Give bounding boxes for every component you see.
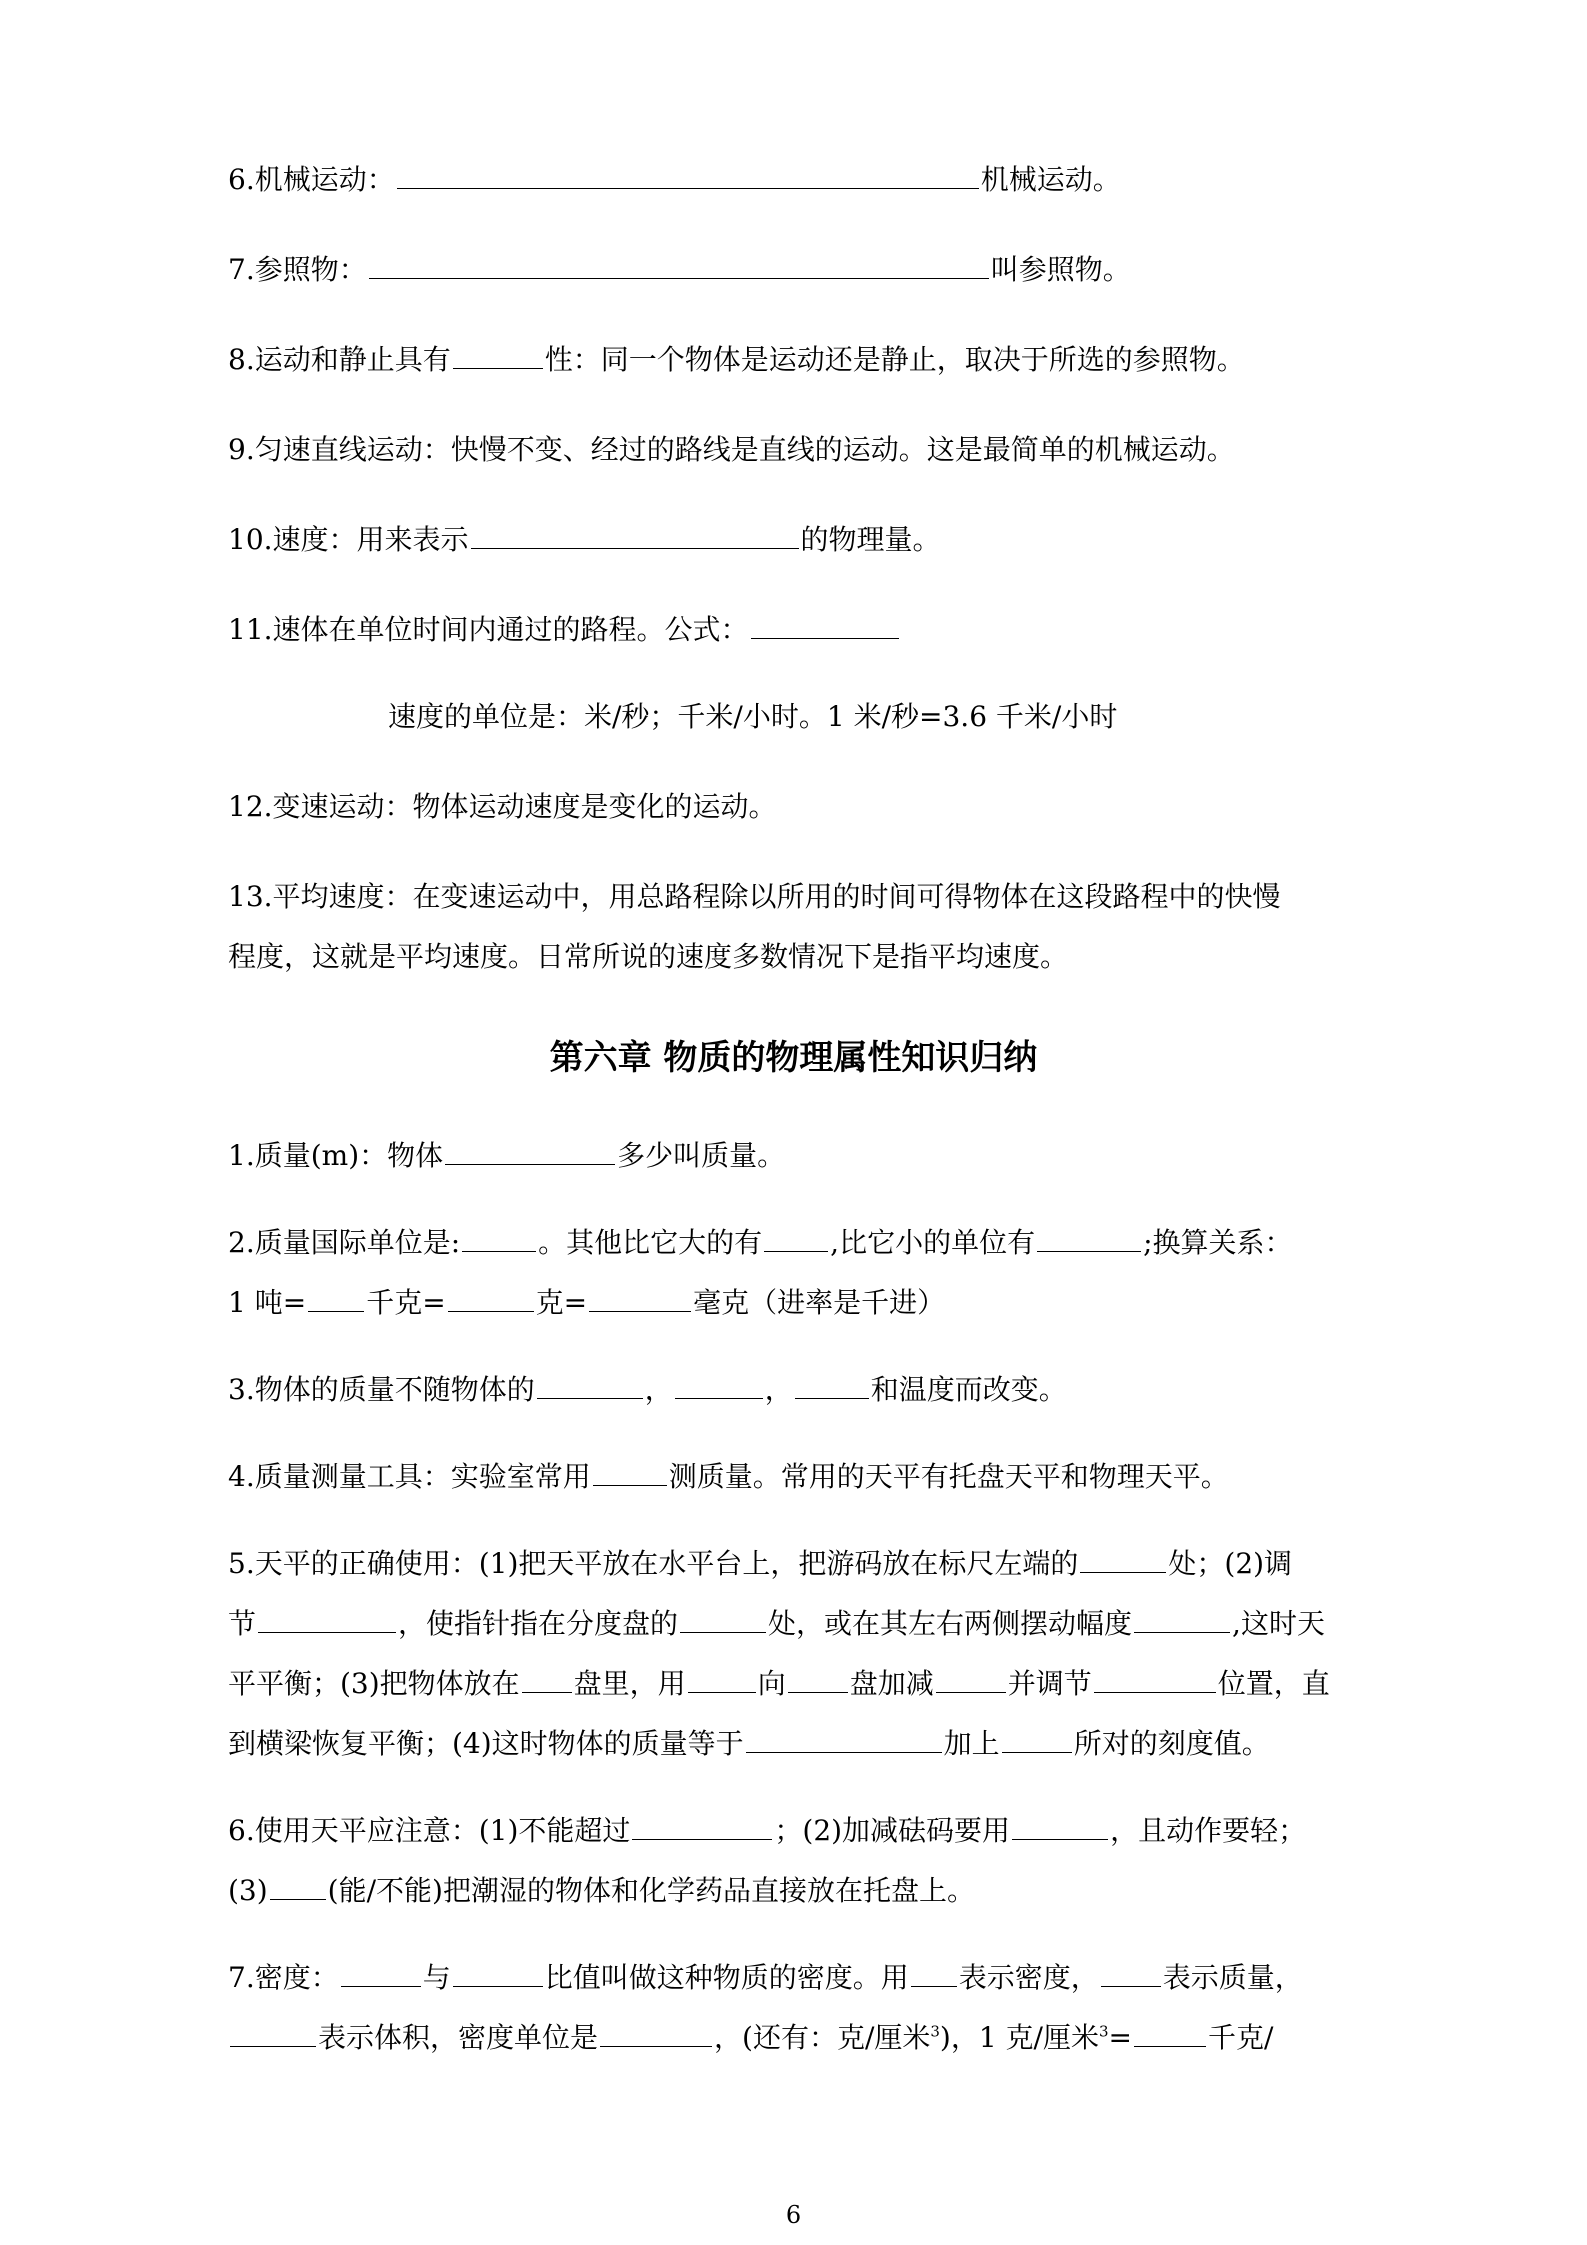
item-8: 8.运动和静止具有 性：同一个物体是运动还是静止，取决于所选的参照物。 bbox=[228, 343, 1245, 376]
blank[interactable] bbox=[1134, 1606, 1230, 1633]
ch6-item-4: 4.质量测量工具：实验室常用 测质量。常用的天平有托盘天平和物理天平。 bbox=[228, 1460, 1229, 1493]
item-13-line1: 13.平均速度：在变速运动中，用总路程除以所用的时间可得物体在这段路程中的快慢 bbox=[228, 880, 1281, 913]
ch6-item-7-line2: 表示体积，密度单位是 ，(还有：克/厘米$^3$)，1 克/厘米$^3$= 千克/ bbox=[228, 2018, 1273, 2058]
blank[interactable] bbox=[632, 1813, 772, 1840]
ch6-item-1: 1.质量(m)：物体 多少叫质量。 bbox=[228, 1139, 786, 1172]
ch6-item-5-line1: 5.天平的正确使用：(1)把天平放在水平台上，把游码放在标尺左端的 处；(2)调 bbox=[228, 1547, 1293, 1580]
blank[interactable] bbox=[397, 162, 979, 189]
ch6-item-5-line3: 平平衡；(3)把物体放在 盘里，用 向 盘加减 并调节 位置，直 bbox=[228, 1667, 1330, 1700]
item-7: 7.参照物： 叫参照物。 bbox=[228, 253, 1131, 286]
blank[interactable] bbox=[795, 1372, 869, 1399]
item-6: 6.机械运动： 机械运动。 bbox=[228, 163, 1121, 196]
item-13-line2: 程度，这就是平均速度。日常所说的速度多数情况下是指平均速度。 bbox=[228, 940, 1069, 973]
blank[interactable] bbox=[522, 1666, 572, 1693]
blank[interactable] bbox=[911, 1960, 957, 1987]
blank[interactable] bbox=[537, 1372, 643, 1399]
blank[interactable] bbox=[453, 1960, 543, 1987]
blank[interactable] bbox=[471, 522, 799, 549]
blank[interactable] bbox=[270, 1873, 326, 1900]
blank[interactable] bbox=[1101, 1960, 1161, 1987]
item-11: 11.速体在单位时间内通过的路程。公式： bbox=[228, 610, 901, 650]
blank[interactable] bbox=[308, 1285, 364, 1312]
blank[interactable] bbox=[680, 1606, 766, 1633]
blank[interactable] bbox=[445, 1138, 615, 1165]
chapter-title: 第六章 物质的物理属性知识归纳 bbox=[549, 1038, 1038, 1078]
blank[interactable] bbox=[936, 1666, 1006, 1693]
blank[interactable] bbox=[448, 1285, 534, 1312]
blank[interactable] bbox=[1037, 1225, 1141, 1252]
item-12: 12.变速运动：物体运动速度是变化的运动。 bbox=[228, 790, 777, 823]
blank[interactable] bbox=[593, 1459, 667, 1486]
ch6-item-2-line2: 1 吨= 千克= 克= 毫克（进率是千进） bbox=[228, 1286, 946, 1319]
ch6-item-3: 3.物体的质量不随物体的 ， ， 和温度而改变。 bbox=[228, 1373, 1067, 1406]
blank[interactable] bbox=[230, 2020, 316, 2047]
ch6-item-2-line1: 2.质量国际单位是: 。其他比它大的有 ,比它小的单位有 ;换算关系： bbox=[228, 1226, 1293, 1259]
item-9: 9.匀速直线运动：快慢不变、经过的路线是直线的运动。这是最简单的机械运动。 bbox=[228, 433, 1235, 466]
ch6-item-6-line1: 6.使用天平应注意：(1)不能超过 ；(2)加减砝码要用 ，且动作要轻； bbox=[228, 1814, 1307, 1847]
ch6-item-6-line2: (3) (能/不能)把潮湿的物体和化学药品直接放在托盘上。 bbox=[228, 1874, 975, 1907]
blank[interactable] bbox=[453, 342, 543, 369]
blank[interactable] bbox=[1134, 2020, 1206, 2047]
blank[interactable] bbox=[1012, 1813, 1108, 1840]
blank[interactable] bbox=[589, 1285, 691, 1312]
blank[interactable] bbox=[462, 1225, 536, 1252]
blank[interactable] bbox=[1094, 1666, 1216, 1693]
blank[interactable] bbox=[1002, 1726, 1072, 1753]
blank[interactable] bbox=[788, 1666, 848, 1693]
blank[interactable] bbox=[751, 612, 899, 639]
item-11-units: 速度的单位是：米/秒；千米/小时。1 米/秒=3.6 千米/小时 bbox=[388, 700, 1118, 733]
blank[interactable] bbox=[258, 1606, 396, 1633]
ch6-item-7-line1: 7.密度： 与 比值叫做这种物质的密度。用 表示密度， 表示质量， bbox=[228, 1961, 1303, 1994]
item-10: 10.速度：用来表示 的物理量。 bbox=[228, 523, 941, 556]
blank[interactable] bbox=[369, 252, 989, 279]
blank[interactable] bbox=[764, 1225, 828, 1252]
ch6-item-5-line2: 节 ，使指针指在分度盘的 处，或在其左右两侧摆动幅度 ,这时天 bbox=[228, 1607, 1325, 1640]
blank[interactable] bbox=[341, 1960, 421, 1987]
blank[interactable] bbox=[1080, 1546, 1166, 1573]
blank[interactable] bbox=[746, 1726, 942, 1753]
blank[interactable] bbox=[600, 2020, 712, 2047]
blank[interactable] bbox=[675, 1372, 763, 1399]
page-number: 6 bbox=[785, 2201, 802, 2229]
blank[interactable] bbox=[688, 1666, 756, 1693]
ch6-item-5-line4: 到横梁恢复平衡；(4)这时物体的质量等于 加上 所对的刻度值。 bbox=[228, 1727, 1270, 1760]
